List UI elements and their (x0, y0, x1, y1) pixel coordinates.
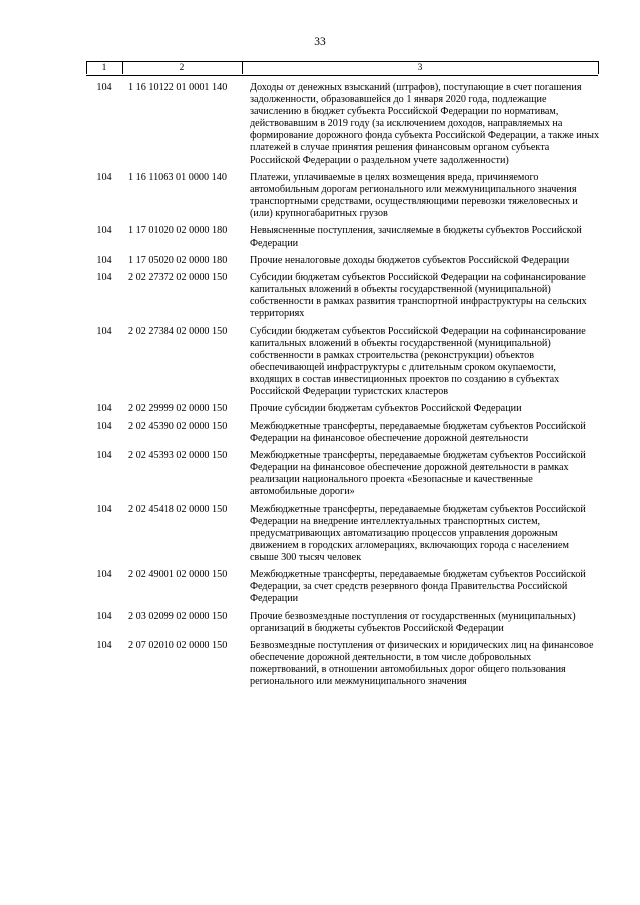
admin-code-cell: 104 (96, 420, 112, 432)
revenue-name-cell: Межбюджетные трансферты, передаваемые бюджетам субъектов Российской Федерации на внедрение интеллектуальных транспортных систем, предусматривающих автоматизацию процессов управления дорожным движением в городских агломерациях, включающих города с населением свыше 300 тысяч человек (250, 503, 586, 563)
admin-code-cell: 104 (96, 610, 112, 622)
budget-code-cell: 2 02 45390 02 0000 150 (128, 420, 228, 432)
table-row (86, 172, 600, 220)
header-divider (86, 61, 87, 74)
admin-code-cell: 104 (96, 171, 112, 183)
header-divider (242, 61, 243, 74)
admin-code-cell: 104 (96, 640, 112, 652)
header-col-2: 2 (179, 63, 185, 73)
revenue-name-cell: Безвозмездные поступления от физических и юридических лиц на финансовое обеспечение дорожной деятельности, в том числе добровольных пожертвований, в отношении автомобильных дорог общего пользования регионального или межмуниципального значения (250, 640, 594, 688)
revenue-name-cell: Субсидии бюджетам субъектов Российской Федерации на софинансирование капитальных вложений в объекты государственной (муниципальной) собственности в рамках строительства (реконструкции) объектов обеспечивающей инфраструктуры с длительным сроком окупаемости, входящих в состав инвестиционных проектов по созданию в субъектах Российской Федерации туристских кластеров (250, 325, 586, 398)
table-row (86, 403, 600, 415)
header-col-1: 1 (101, 63, 107, 73)
header-divider (122, 61, 123, 74)
page-number: 33 (314, 36, 326, 48)
table-header (86, 61, 598, 76)
budget-code-cell: 1 16 10122 01 0001 140 (128, 82, 228, 93)
admin-code-cell: 104 (96, 225, 112, 237)
revenue-name-cell: Прочие неналоговые доходы бюджетов субъектов Российской Федерации (250, 254, 570, 266)
budget-code-cell: 2 02 45418 02 0000 150 (128, 503, 228, 515)
revenue-name-cell: Доходы от денежных взысканий (штрафов), поступающие в счет погашения задолженности, образовавшейся до 1 января 2020 года, подлежащие зачислению в бюджет субъекта Российской Федерации по нормативам, действовавшим в 2019 году (за исключением доходов, направляемых на формирование дорожного фонда субъекта Российской Федерации, а также иных платежей в случае принятия решения финансовым органом субъекта Российской Федерации о раздельном учете задолженности) (250, 82, 600, 166)
table-row (86, 82, 600, 167)
table-row (86, 255, 600, 267)
admin-code-cell: 104 (96, 569, 112, 581)
table-row (86, 326, 600, 399)
table-body (86, 82, 600, 694)
admin-code-cell: 104 (96, 82, 112, 93)
revenue-name-cell: Межбюджетные трансферты, передаваемые бюджетам субъектов Российской Федерации, за счет средств резервного фонда Правительства Российской Федерации (250, 569, 586, 605)
header-divider (598, 61, 599, 74)
table-row (86, 272, 600, 320)
budget-code-cell: 2 03 02099 02 0000 150 (128, 610, 228, 622)
budget-code-cell: 1 17 01020 02 0000 180 (128, 225, 228, 237)
revenue-name-cell: Прочие субсидии бюджетам субъектов Российской Федерации (250, 403, 522, 415)
budget-code-cell: 2 02 27384 02 0000 150 (128, 325, 228, 337)
budget-code-cell: 2 02 29999 02 0000 150 (128, 403, 228, 415)
table-row (86, 611, 600, 635)
budget-code-cell: 1 17 05020 02 0000 180 (128, 254, 228, 266)
budget-code-cell: 2 07 02010 02 0000 150 (128, 640, 228, 652)
budget-code-cell: 2 02 49001 02 0000 150 (128, 569, 228, 581)
admin-code-cell: 104 (96, 403, 112, 415)
revenue-name-cell: Невыясненные поступления, зачисляемые в бюджеты субъектов Российской Федерации (250, 225, 582, 249)
table-row (86, 504, 600, 564)
revenue-name-cell: Субсидии бюджетам субъектов Российской Федерации на софинансирование капитальных вложений в объекты государственной (муниципальной) собственности в рамках развития транспортной инфраструктуры на сельских территориях (250, 272, 587, 320)
table-row (86, 569, 600, 605)
table-row (86, 640, 600, 688)
budget-code-cell: 2 02 45393 02 0000 150 (128, 450, 228, 462)
revenue-name-cell: Платежи, уплачиваемые в целях возмещения вреда, причиняемого автомобильным дорогам регионального или межмуниципального значения транспортными средствами, осуществляющими перевозки тяжеловесных и (или) крупногабаритных грузов (250, 171, 578, 220)
admin-code-cell: 104 (96, 503, 112, 515)
table-row (86, 225, 600, 249)
table-row (86, 450, 600, 498)
admin-code-cell: 104 (96, 325, 112, 337)
revenue-name-cell: Прочие безвозмездные поступления от государственных (муниципальных) организаций в бюджеты субъектов Российской Федерации (250, 610, 576, 634)
header-col-3: 3 (417, 63, 423, 73)
budget-code-cell: 1 16 11063 01 0000 140 (128, 171, 227, 183)
revenue-name-cell: Межбюджетные трансферты, передаваемые бюджетам субъектов Российской Федерации на финансовое обеспечение дорожной деятельности (250, 420, 586, 444)
admin-code-cell: 104 (96, 450, 112, 462)
revenue-name-cell: Межбюджетные трансферты, передаваемые бюджетам субъектов Российской Федерации на финансовое обеспечение дорожной деятельности в рамках реализации национального проекта «Безопасные и качественные автомобильные дороги» (250, 450, 586, 498)
table-row (86, 421, 600, 445)
admin-code-cell: 104 (96, 254, 112, 266)
budget-code-cell: 2 02 27372 02 0000 150 (128, 272, 228, 284)
admin-code-cell: 104 (96, 272, 112, 284)
